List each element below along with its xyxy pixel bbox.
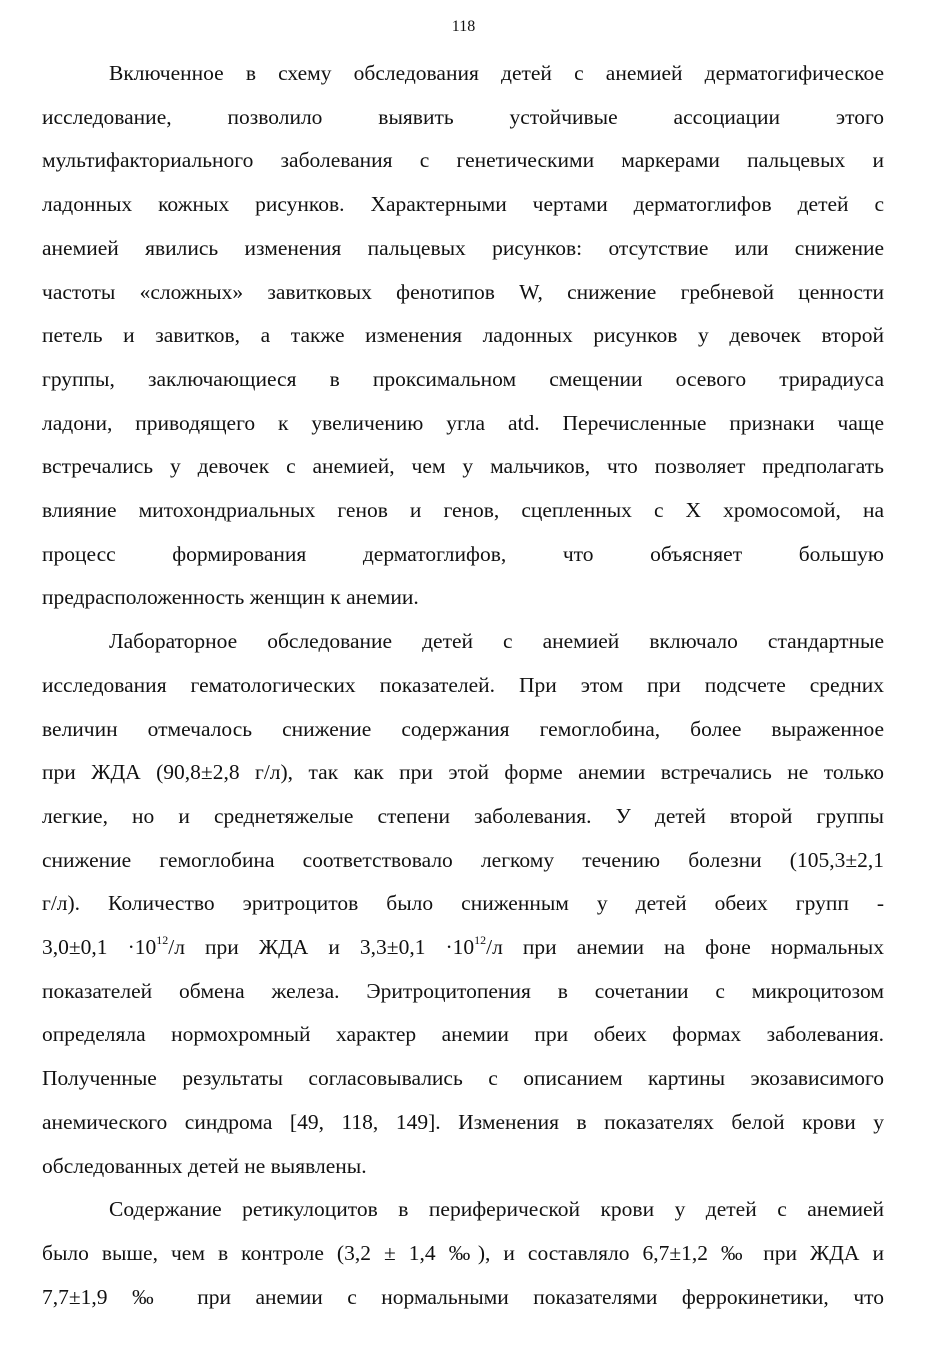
text-line: 7,7±1,9 ‰ при анемии с нормальными показателями феррокинетики, что [42,1284,884,1309]
text-line: процесс формирования дерматоглифов, что объясняет большую [42,541,884,566]
text-line: легкие, но и среднетяжелые степени заболевания. У детей второй группы [42,803,884,828]
text-line: было выше, чем в контроле (3,2 ± 1,4 ‰), и составляло 6,7±1,2 ‰ при ЖДА и [42,1240,884,1265]
text-line: ладонных кожных рисунков. Характерными чертами дерматоглифов детей с [42,192,884,217]
exponent: 12 [156,932,169,947]
formula-part: /л при ЖДА и 3,3±0,1 ·10 [168,935,475,960]
text-line: Лабораторное обследование детей с анемией включало стандартные [109,629,884,654]
text-line: Полученные результаты согласовывались с описанием картины экозависимого [42,1066,884,1091]
formula-part: /л при анемии на фоне нормальных [486,935,884,960]
text-line: при ЖДА (90,8±2,8 г/л), так как при этой форме анемии встречались не только [42,760,884,785]
exponent: 12 [474,932,487,947]
paragraph-laboratory [42,620,884,1188]
text-line: предрасположенность женщин к анемии. [42,585,419,610]
text-line: встречались у девочек с анемией, чем у мальчиков, что позволяет предполагать [42,454,884,479]
formula-part: 3,0±0,1 ·10 [42,935,157,960]
text-line: определяла нормохромный характер анемии при обеих формах заболевания. [42,1022,884,1047]
paragraph-reticulocytes [42,1188,884,1319]
text-line: величин отмечалось снижение содержания гемоглобина, более выраженное [42,716,884,741]
formula-line [42,926,884,970]
paragraph-dermatoglyphics [42,52,884,620]
text-line: группы, заключающиеся в проксимальном смещении осевого трирадиуса [42,366,884,391]
text-line: показателей обмена железа. Эритроцитопения в сочетании с микроцитозом [42,978,884,1003]
text-line: Содержание ретикулоцитов в периферической крови у детей с анемией [109,1197,884,1222]
page-number: 118 [451,18,476,35]
text-line: частоты «сложных» завитковых фенотипов W, снижение гребневой ценности [42,279,884,304]
text-line: исследование, позволило выявить устойчивые ассоциации этого [42,104,884,129]
text-line: Включенное в схему обследования детей с анемией дерматогифическое [109,61,884,85]
text-line: анемического синдрома [49, 118, 149]. Изменения в показателях белой крови у [42,1109,884,1134]
text-line: влияние митохондриальных генов и генов, сцепленных с Х хромосомой, на [42,498,884,523]
text-line: ладони, приводящего к увеличению угла atd. Перечисленные признаки чаще [42,410,884,435]
text-line: обследованных детей не выявлены. [42,1153,367,1178]
text-line: петель и завитков, а также изменения ладонных рисунков у девочек второй [42,323,884,348]
text-line: анемией явились изменения пальцевых рисунков: отсутствие или снижение [42,235,884,260]
body-text [42,52,884,1319]
text-line: исследования гематологических показателей. При этом при подсчете средних [42,672,884,697]
text-line: мультифакториального заболевания с генетическими маркерами пальцевых и [42,148,884,173]
text-line: г/л). Количество эритроцитов было сниженным у детей обеих групп - [42,891,884,916]
text-line: снижение гемоглобина соответствовало легкому течению болезни (105,3±2,1 [42,847,884,872]
